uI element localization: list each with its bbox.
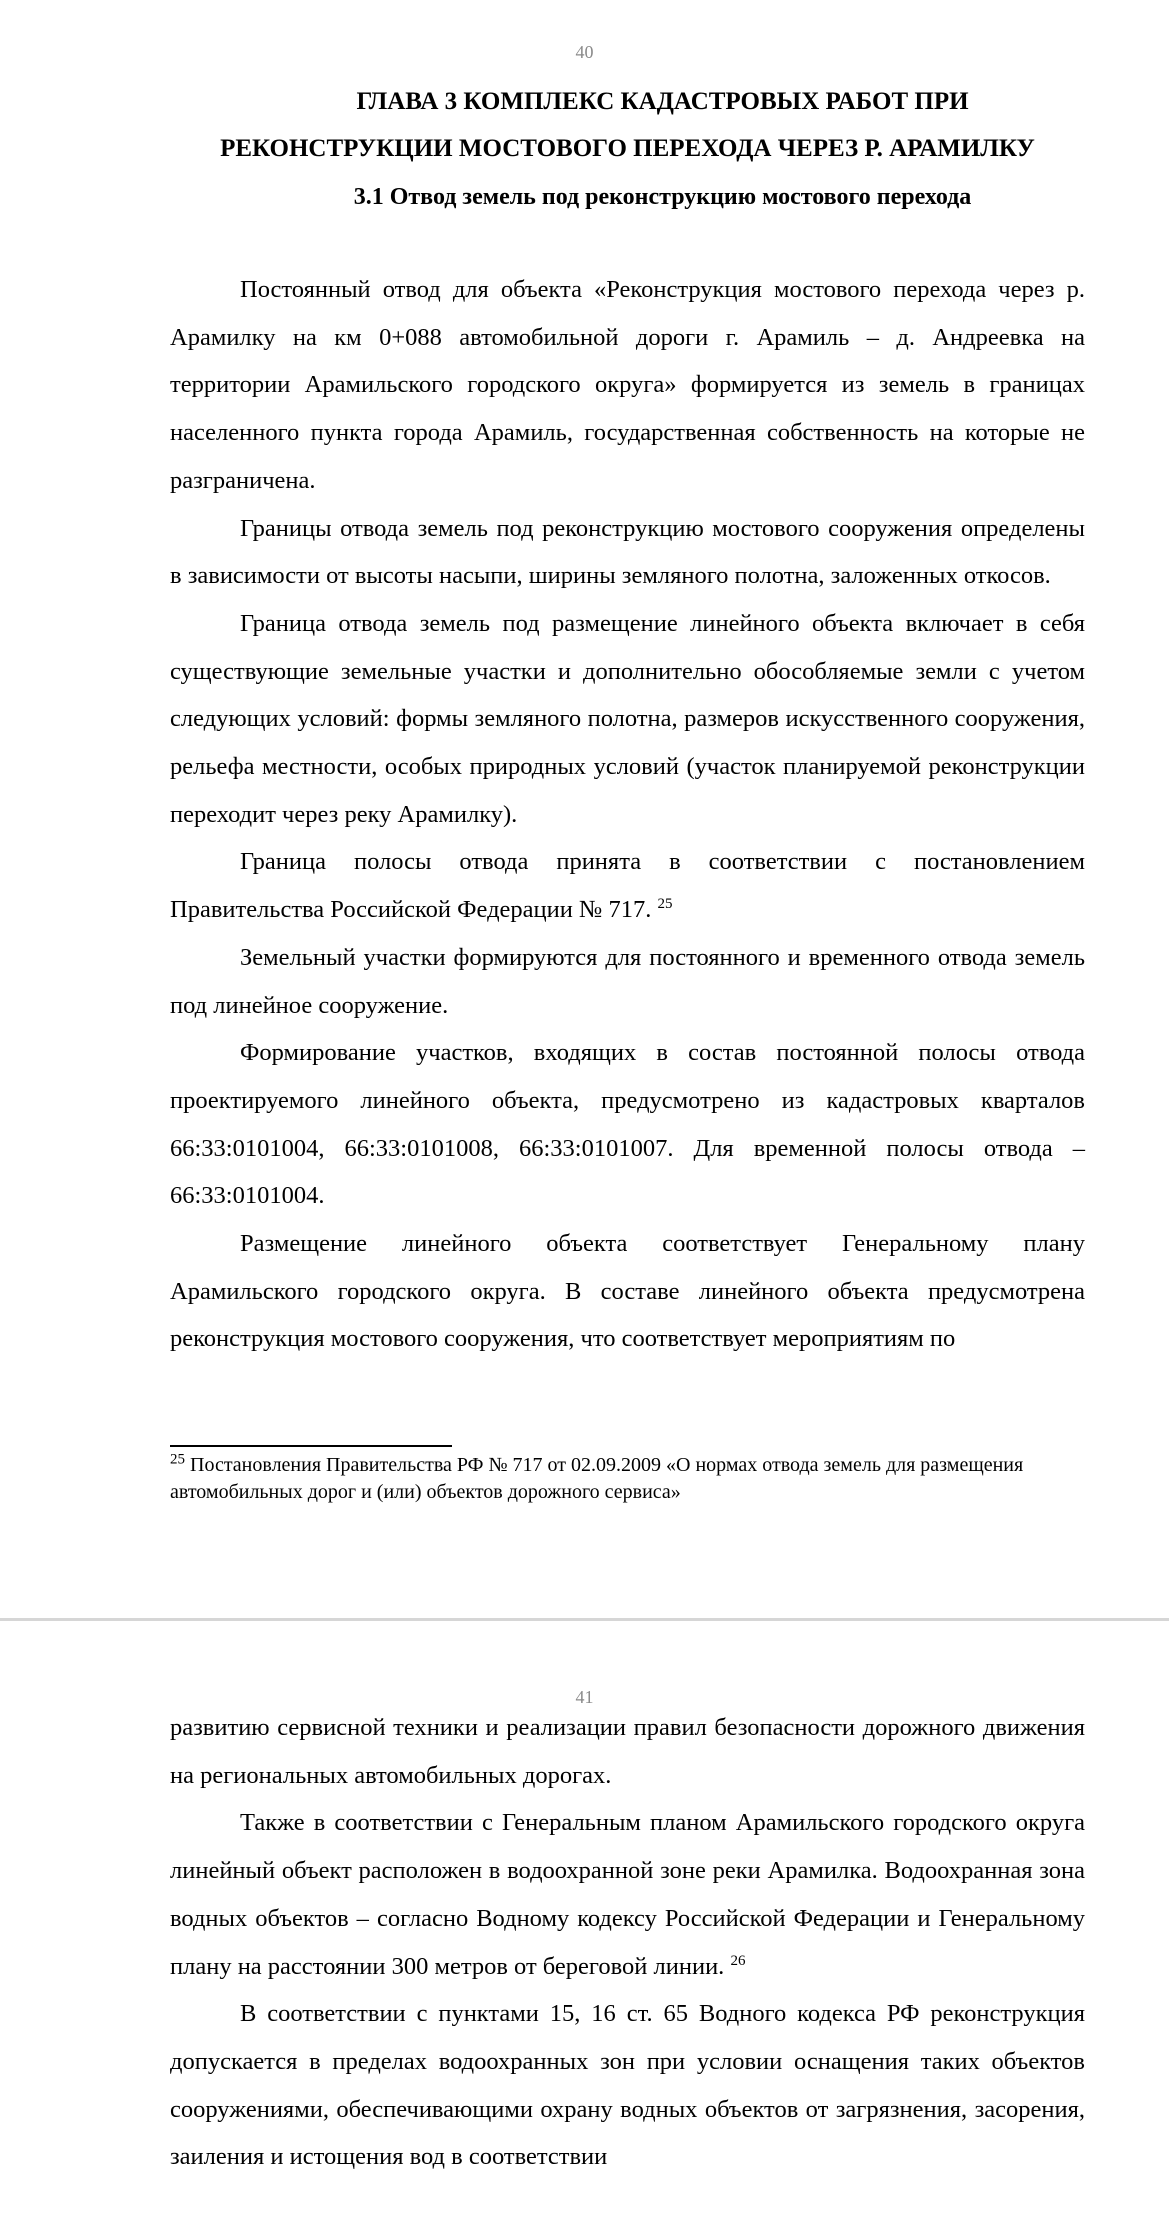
body-text-page-41 (170, 1704, 1085, 2181)
footnote-reference[interactable]: 26 (730, 1952, 746, 1969)
section-heading: 3.1 Отвод земель под реконструкцию мостового перехода (353, 184, 972, 210)
paragraph: Размещение линейного объекта соответствует Генеральному плану Арамильского городского округа. В составе линейного объекта предусмотрена реконструкция мостового сооружения, что соответствует мероприятиям по (170, 1230, 1085, 1353)
paragraph-with-footnote (170, 1799, 1085, 1990)
body-text (170, 266, 1085, 1363)
paragraph-with-footnote (170, 838, 1085, 933)
footnote (170, 1452, 1085, 1506)
footnote-separator (170, 1445, 452, 1447)
paragraph-text: Граница полосы отвода принята в соответствии с постановлением Правительства Российской Федерации № 717. (170, 848, 1085, 924)
paragraph: Граница отвода земель под размещение линейного объекта включает в себя существующие земельные участки и дополнительно обособляемые земли с учетом следующих условий: формы земляного полотна, размеров искусственного сооружения, рельефа местности, особых природных условий (участок планируемой реконструкции переходит через реку Арамилку). (170, 609, 1085, 828)
paragraph: В соответствии с пунктами 15, 16 ст. 65 Водного кодекса РФ реконструкция допускается в пределах водоохранных зон при условии оснащения таких объектов сооружениями, обеспечивающими охрану водных объектов от загрязнения, засорения, заиления и истощения вод в соответствии (170, 2000, 1085, 2171)
paragraph: Постоянный отвод для объекта «Реконструкция мостового перехода через р. Арамилку на км 0+088 автомобильной дороги г. Арамиль – д. Андреевка на территории Арамильского городского округа» формируется из земель в границах населенного пункта города Арамиль, государственная собственность на которые не разграничена. (170, 276, 1085, 494)
paragraph: Формирование участков, входящих в состав постоянной полосы отвода проектируемого линейного объекта, предусмотрено из кадастровых кварталов 66:33:0101004, 66:33:0101008, 66:33:0101007. Для временной полосы отвода – 66:33:0101004. (170, 1039, 1085, 1210)
chapter-heading-line-2: РЕКОНСТРУКЦИИ МОСТОВОГО ПЕРЕХОДА ЧЕРЕЗ Р. АРАМИЛКУ (220, 135, 1035, 162)
paragraph-text: Также в соответствии с Генеральным планом Арамильского городского округа линейный объект расположен в водоохранной зоне реки Арамилка. Водоохранная зона водных объектов – согласно Водному кодексу Российской Федерации и Генеральному плану на расстоянии 300 метров от береговой линии. (170, 1809, 1085, 1980)
paragraph: Земельный участки формируются для постоянного и временного отвода земель под линейное сооружение. (170, 943, 1085, 1019)
paragraph-continuation: развитию сервисной техники и реализации правил безопасности дорожного движения на региональных автомобильных дорогах. (170, 1714, 1085, 1789)
paragraph: Границы отвода земель под реконструкцию мостового сооружения определены в зависимости от высоты насыпи, ширины земляного полотна, заложенных откосов. (170, 514, 1085, 590)
footnote-text: Постановления Правительства РФ № 717 от 02.09.2009 «О нормах отвода земель для размещения автомобильных дорог и (или) объектов дорожного сервиса» (170, 1454, 1024, 1503)
page-number: 41 (575, 1687, 594, 1707)
footnote-marker: 25 (170, 1451, 185, 1468)
chapter-heading-line-1: ГЛАВА 3 КОМПЛЕКС КАДАСТРОВЫХ РАБОТ ПРИ (356, 88, 969, 115)
footnote-reference[interactable]: 25 (657, 895, 673, 912)
page-number: 40 (575, 42, 594, 62)
